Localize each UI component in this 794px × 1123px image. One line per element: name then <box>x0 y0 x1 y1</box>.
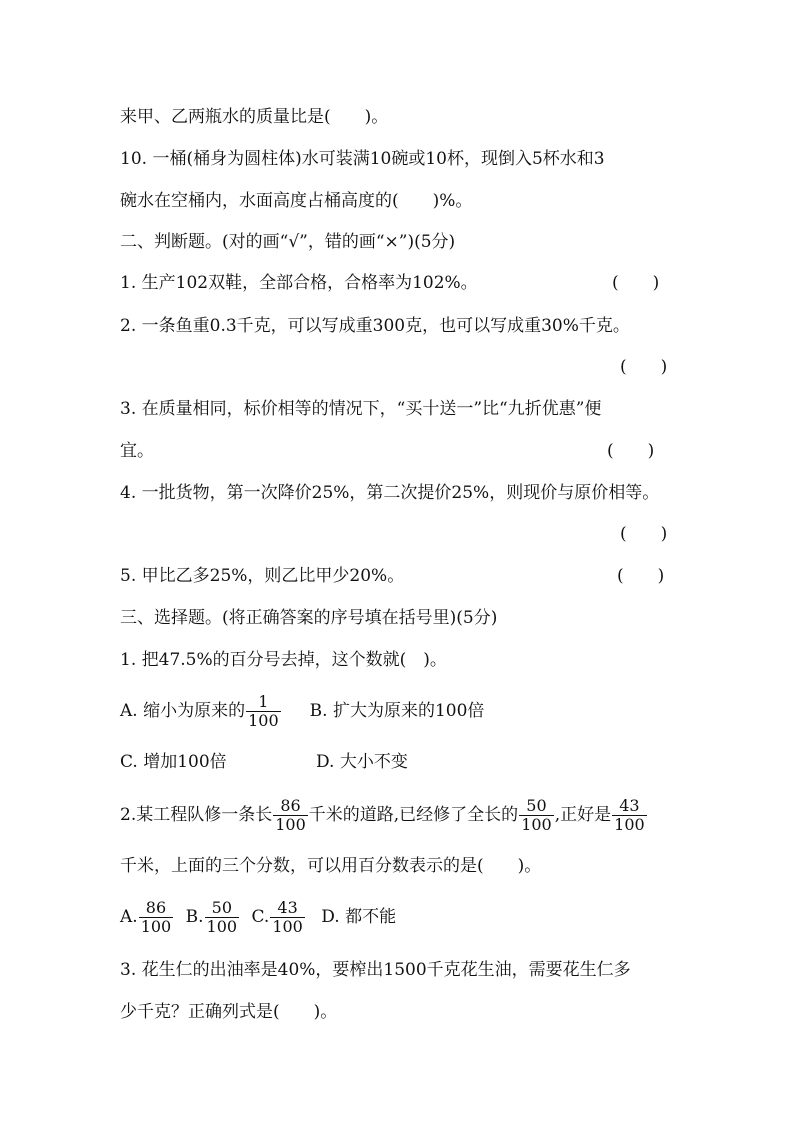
judge-1-blank: ( ) <box>612 273 660 293</box>
judge-4-blank: ( ) <box>620 524 668 544</box>
judge-2: 2. 一条鱼重0.3千克，可以写成重300克，也可以写成重30%千克。 <box>120 316 630 336</box>
fraction-1-100: $\frac{1}{100}$ <box>248 692 279 730</box>
choice-1-option-b: B. 扩大为原来的100倍 <box>309 701 485 721</box>
choice-1-options-ab <box>120 691 484 731</box>
choice-1-options-cd <box>120 752 408 772</box>
fraction-50-100: $\frac{50}{100}$ <box>521 796 552 834</box>
choice-2-line-1: 2.某工程队修一条长 $\frac{86}{100}$ 千米的道路,已经修了全长的 $\frac{50}{100}$ ,正好是 $\frac{43}{100}$ <box>120 796 645 834</box>
judge-3-line-2: 宜。 <box>120 441 154 461</box>
fraction-86-100: $\frac{86}{100}$ <box>275 796 306 834</box>
choice-1-option-a-text: A. 缩小为原来的 <box>120 701 246 721</box>
option-a-fraction: $\frac{86}{100}$ <box>140 898 172 936</box>
q10-line-2: 碗水在空桶内，水面高度占桶高度的( )%。 <box>120 191 473 211</box>
section-3-title: 三、选择题。(将正确答案的序号填在括号里)(5分) <box>120 608 498 628</box>
choice-3-line-1: 3. 花生仁的出油率是40%，要榨出1500千克花生油，需要花生仁多 <box>120 960 631 980</box>
choice-2-options: A. $\frac{86}{100}$ B. $\frac{50}{100}$ C. $\frac{43}{100}$ D. 都不能 <box>120 898 397 936</box>
judge-3-blank: ( ) <box>607 441 655 461</box>
judge-1: 1. 生产102双鞋，全部合格，合格率为102%。 <box>120 273 478 293</box>
section-2-title: 二、判断题。(对的画“√”，错的画“×”)(5分) <box>120 232 456 252</box>
judge-4: 4. 一批货物，第一次降价25%，第二次提价25%，则现价与原价相等。 <box>120 483 660 503</box>
q9-continuation: 来甲、乙两瓶水的质量比是( )。 <box>120 107 389 127</box>
q10-line-1: 10. 一桶(桶身为圆柱体)水可装满10碗或10杯，现倒入5杯水和3 <box>120 149 605 169</box>
choice-1-option-d: D. 大小不变 <box>316 752 408 772</box>
choice-3-line-2: 少千克？正确列式是( )。 <box>120 1002 338 1022</box>
judge-2-blank: ( ) <box>620 357 668 377</box>
choice-2-line-2: 千米，上面的三个分数，可以用百分数表示的是( )。 <box>120 856 542 876</box>
choice-1: 1. 把47.5%的百分号去掉，这个数就( )。 <box>120 650 447 670</box>
option-c-fraction: $\frac{43}{100}$ <box>272 898 303 936</box>
option-b-fraction: $\frac{50}{100}$ <box>206 898 238 936</box>
judge-5-blank: ( ) <box>617 566 665 586</box>
fraction-43-100: $\frac{43}{100}$ <box>614 796 645 834</box>
choice-1-option-c: C. 增加100倍 <box>120 752 227 772</box>
judge-5: 5. 甲比乙多25%，则乙比甲少20%。 <box>120 566 405 586</box>
judge-3-line-1: 3. 在质量相同，标价相等的情况下，“买十送一”比“九折优惠”便 <box>120 399 602 419</box>
